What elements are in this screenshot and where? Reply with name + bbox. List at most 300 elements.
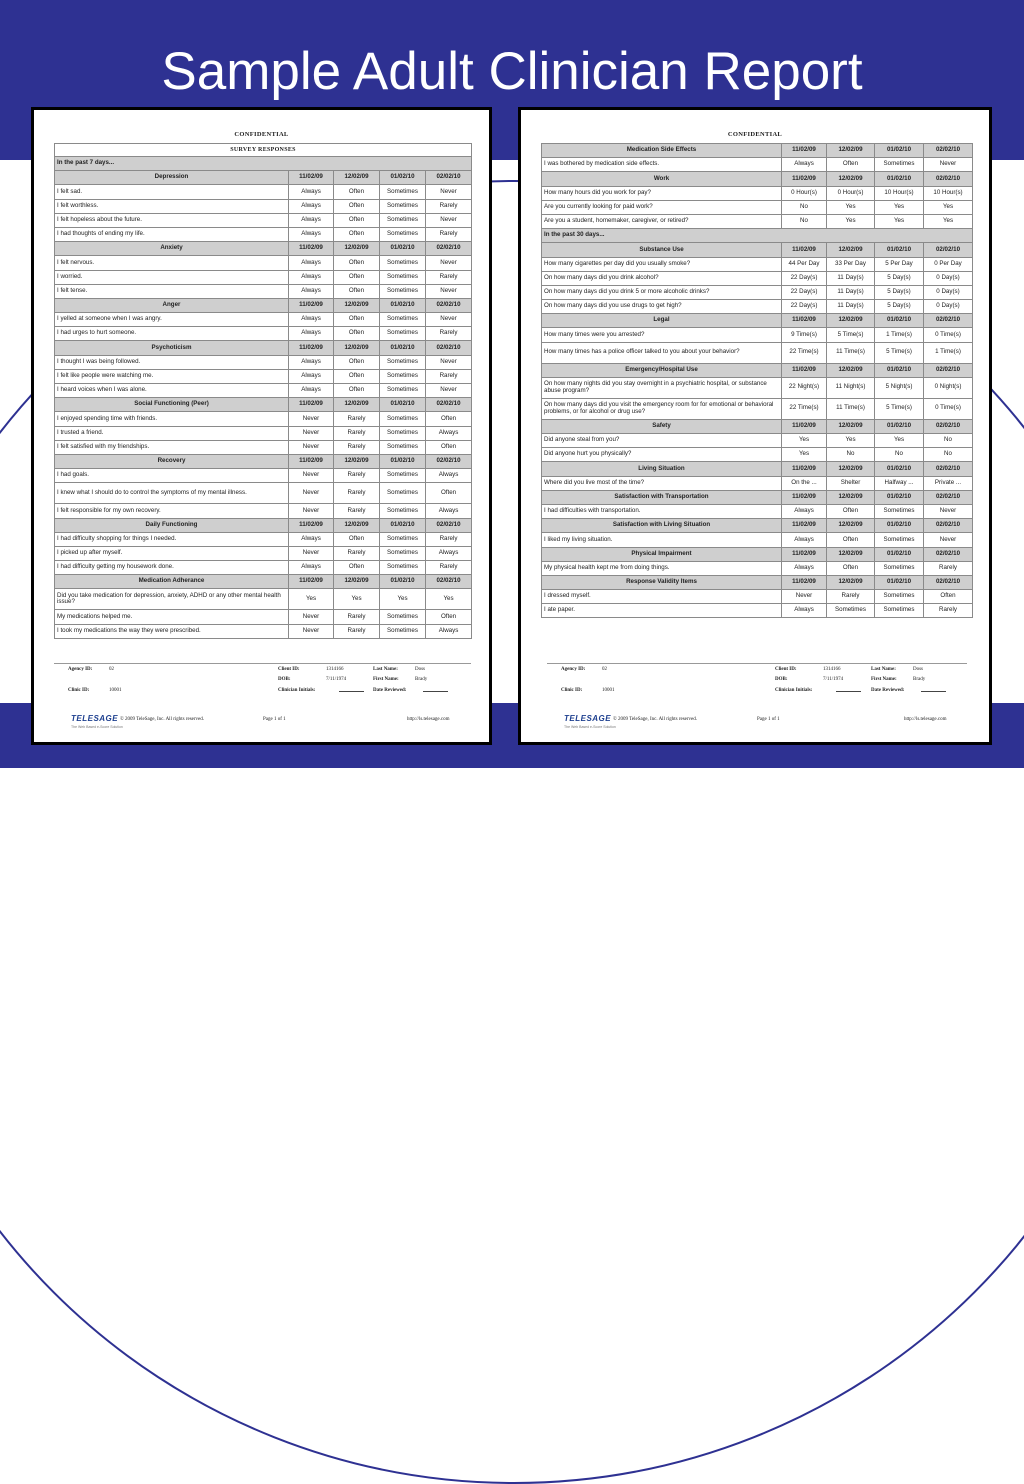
date-column-header: 01/02/10 — [380, 298, 426, 312]
date-column-header: 11/02/09 — [289, 341, 334, 355]
survey-responses-banner: SURVEY RESPONSES — [55, 144, 472, 157]
confidential-label: CONFIDENTIAL — [234, 131, 289, 138]
response-cell: Yes — [827, 200, 875, 214]
response-cell: Rarely — [426, 561, 472, 575]
table-row — [55, 469, 472, 483]
agency-id-label: Agency ID: — [68, 667, 93, 672]
section-title: Social Functioning (Peer) — [55, 398, 289, 412]
table-row — [542, 604, 973, 618]
date-column-header: 01/02/10 — [380, 398, 426, 412]
dob-value: 7/11/1974 — [326, 677, 347, 682]
table-row — [55, 270, 472, 284]
clinician-initials-label: Clinician Initials: — [278, 688, 316, 693]
response-cell: Often — [827, 504, 875, 518]
clinic-id-label: Clinic ID: — [68, 688, 90, 693]
response-cell: Sometimes — [380, 610, 426, 624]
response-cell: Always — [289, 256, 334, 270]
date-column-header: 01/02/10 — [380, 171, 426, 185]
copyright-text: © 2009 TeleSage, Inc. All rights reserved. — [613, 717, 698, 722]
response-cell: Always — [289, 227, 334, 241]
response-cell: Sometimes — [380, 256, 426, 270]
response-cell: Never — [289, 624, 334, 638]
initials-line — [339, 691, 364, 692]
response-cell: Often — [334, 227, 380, 241]
response-cell: Rarely — [426, 369, 472, 383]
table-row — [542, 590, 973, 604]
date-column-header: 12/02/09 — [334, 242, 380, 256]
response-cell: Always — [289, 384, 334, 398]
agency-id-label: Agency ID: — [561, 667, 586, 672]
client-id-value: 1314166 — [823, 667, 841, 672]
date-column-header: 11/02/09 — [782, 419, 827, 433]
section-header-row — [542, 547, 973, 561]
section-title: Psychoticism — [55, 341, 289, 355]
response-cell: 5 Night(s) — [875, 377, 924, 398]
response-cell: Often — [426, 440, 472, 454]
date-column-header: 01/02/10 — [875, 144, 924, 158]
question-text: My medications helped me. — [55, 610, 289, 624]
table-row — [542, 342, 973, 363]
table-row — [55, 532, 472, 546]
date-column-header: 01/02/10 — [380, 341, 426, 355]
table-row — [542, 504, 973, 518]
table-row — [542, 214, 973, 228]
last-name-value: Doss — [913, 667, 924, 672]
report-page-2 — [518, 107, 992, 745]
response-cell: Sometimes — [875, 504, 924, 518]
clinician-initials-label: Clinician Initials: — [775, 688, 813, 693]
table-row — [55, 504, 472, 518]
table-row — [55, 426, 472, 440]
table-row — [55, 327, 472, 341]
date-column-header: 01/02/10 — [380, 518, 426, 532]
section-title: Satisfaction with Transportation — [542, 490, 782, 504]
table-row — [542, 271, 973, 285]
response-cell: 22 Time(s) — [782, 398, 827, 419]
table-row — [542, 285, 973, 299]
clinic-id-label: Clinic ID: — [561, 688, 583, 693]
response-cell: Sometimes — [380, 270, 426, 284]
response-cell: Yes — [782, 434, 827, 448]
page-number: Page 1 of 1 — [263, 717, 286, 722]
date-column-header: 02/02/10 — [924, 243, 973, 257]
section-header-row — [55, 518, 472, 532]
last-name-label: Last Name: — [871, 667, 896, 672]
response-cell: Yes — [827, 434, 875, 448]
date-column-header: 12/02/09 — [827, 172, 875, 186]
response-cell: 5 Per Day — [875, 257, 924, 271]
section-title: Recovery — [55, 454, 289, 468]
response-cell: 11 Time(s) — [827, 342, 875, 363]
response-cell: Sometimes — [380, 213, 426, 227]
response-cell: Rarely — [334, 624, 380, 638]
section-header-row — [542, 575, 973, 589]
question-text: Did anyone steal from you? — [542, 434, 782, 448]
response-cell: Often — [924, 590, 973, 604]
date-column-header: 12/02/09 — [827, 314, 875, 328]
response-cell: Often — [334, 355, 380, 369]
date-column-header: 02/02/10 — [924, 144, 973, 158]
patient-info-footer — [547, 663, 967, 706]
response-cell: Always — [426, 469, 472, 483]
table-row — [542, 448, 973, 462]
survey-table-page-1 — [54, 143, 472, 639]
date-column-header: 12/02/09 — [334, 518, 380, 532]
response-cell: 5 Day(s) — [875, 271, 924, 285]
response-cell: Often — [334, 213, 380, 227]
table-row — [542, 377, 973, 398]
question-text: Are you currently looking for paid work? — [542, 200, 782, 214]
response-cell: 11 Night(s) — [827, 377, 875, 398]
response-cell: Sometimes — [380, 561, 426, 575]
response-cell: No — [827, 448, 875, 462]
response-cell: Sometimes — [380, 483, 426, 504]
response-cell: Rarely — [426, 532, 472, 546]
response-cell: Always — [289, 561, 334, 575]
response-cell: 11 Time(s) — [827, 398, 875, 419]
response-cell: Sometimes — [380, 369, 426, 383]
response-cell: No — [782, 214, 827, 228]
question-text: I had thoughts of ending my life. — [55, 227, 289, 241]
section-header-row — [542, 462, 973, 476]
response-cell: Often — [426, 483, 472, 504]
response-cell: Sometimes — [380, 313, 426, 327]
date-column-header: 01/02/10 — [875, 490, 924, 504]
date-reviewed-label: Date Reviewed: — [373, 688, 407, 693]
table-row — [542, 476, 973, 490]
table-row — [55, 185, 472, 199]
date-column-header: 02/02/10 — [924, 419, 973, 433]
telesage-tagline: The Web Based e-Score Solution — [71, 725, 123, 729]
response-cell: 11 Day(s) — [827, 285, 875, 299]
date-column-header: 01/02/10 — [875, 363, 924, 377]
response-cell: Rarely — [334, 546, 380, 560]
response-cell: Sometimes — [875, 533, 924, 547]
question-text: Where did you live most of the time? — [542, 476, 782, 490]
response-cell: Never — [426, 355, 472, 369]
client-id-label: Client ID: — [775, 667, 797, 672]
section-header-row — [55, 298, 472, 312]
response-cell: Often — [334, 532, 380, 546]
question-text: My physical health kept me from doing things. — [542, 561, 782, 575]
table-row — [542, 434, 973, 448]
table-row — [55, 199, 472, 213]
response-cell: 1 Time(s) — [924, 342, 973, 363]
response-cell: Rarely — [426, 327, 472, 341]
section-header-row — [542, 144, 973, 158]
response-cell: 10 Hour(s) — [875, 186, 924, 200]
section-title: Satisfaction with Living Situation — [542, 519, 782, 533]
table-row — [542, 398, 973, 419]
section-title: Physical Impairment — [542, 547, 782, 561]
question-text: I liked my living situation. — [542, 533, 782, 547]
section-header-row — [55, 242, 472, 256]
period-label-row — [55, 157, 472, 171]
client-id-label: Client ID: — [278, 667, 300, 672]
confidential-label: CONFIDENTIAL — [727, 131, 783, 138]
response-cell: Sometimes — [380, 532, 426, 546]
response-cell: Always — [426, 426, 472, 440]
last-name-value: Doss — [415, 667, 426, 672]
response-cell: Rarely — [924, 561, 973, 575]
table-row — [55, 355, 472, 369]
period-label: In the past 7 days... — [55, 157, 472, 171]
response-cell: Sometimes — [380, 426, 426, 440]
date-column-header: 02/02/10 — [924, 314, 973, 328]
question-text: On how many days did you drink 5 or more alcoholic drinks? — [542, 285, 782, 299]
response-cell: 0 Hour(s) — [827, 186, 875, 200]
response-cell: Always — [289, 313, 334, 327]
table-row — [55, 624, 472, 638]
response-cell: Never — [924, 504, 973, 518]
question-text: On how many nights did you stay overnight in a psychiatric hospital, or substance abuse program? — [542, 377, 782, 398]
response-cell: Always — [426, 624, 472, 638]
section-title: Medication Adherance — [55, 575, 289, 589]
dob-label: DOB: — [278, 677, 291, 682]
response-cell: Often — [827, 533, 875, 547]
response-cell: 11 Day(s) — [827, 271, 875, 285]
response-cell: Often — [334, 185, 380, 199]
table-row — [55, 369, 472, 383]
question-text: I felt tense. — [55, 284, 289, 298]
question-text: I ate paper. — [542, 604, 782, 618]
section-header-row — [542, 314, 973, 328]
response-cell: Yes — [426, 589, 472, 610]
question-text: I felt worthless. — [55, 199, 289, 213]
response-cell: Always — [426, 504, 472, 518]
date-column-header: 02/02/10 — [426, 575, 472, 589]
response-cell: Never — [426, 384, 472, 398]
response-cell: 22 Time(s) — [782, 342, 827, 363]
question-text: I felt satisfied with my friendships. — [55, 440, 289, 454]
response-cell: Yes — [875, 200, 924, 214]
question-text: I heard voices when I was alone. — [55, 384, 289, 398]
table-row — [55, 546, 472, 560]
question-text: Did you take medication for depression, anxiety, ADHD or any other mental health issue? — [55, 589, 289, 610]
date-column-header: 11/02/09 — [782, 172, 827, 186]
question-text: On how many days did you visit the emergency room for for emotional or behavioral problems, or for alcohol or drug use? — [542, 398, 782, 419]
response-cell: Often — [827, 158, 875, 172]
date-column-header: 11/02/09 — [782, 519, 827, 533]
response-cell: Often — [334, 199, 380, 213]
question-text: I felt nervous. — [55, 256, 289, 270]
table-row — [55, 227, 472, 241]
response-cell: Sometimes — [875, 604, 924, 618]
question-text: I thought I was being followed. — [55, 355, 289, 369]
date-column-header: 02/02/10 — [924, 462, 973, 476]
section-header-row — [55, 398, 472, 412]
section-header-row — [55, 575, 472, 589]
response-cell: No — [924, 434, 973, 448]
section-title: Anxiety — [55, 242, 289, 256]
response-cell: Yes — [924, 214, 973, 228]
response-cell: Sometimes — [380, 199, 426, 213]
section-header-row — [542, 243, 973, 257]
question-text: I trusted a friend. — [55, 426, 289, 440]
response-cell: Never — [426, 284, 472, 298]
agency-id-value: 02 — [602, 667, 607, 672]
table-row — [55, 213, 472, 227]
date-column-header: 12/02/09 — [334, 398, 380, 412]
response-cell: 0 Time(s) — [924, 398, 973, 419]
date-line — [423, 691, 448, 692]
question-text: How many times has a police officer talked to you about your behavior? — [542, 342, 782, 363]
date-column-header: 01/02/10 — [380, 454, 426, 468]
response-cell: Always — [289, 532, 334, 546]
date-column-header: 11/02/09 — [782, 547, 827, 561]
section-header-row — [55, 171, 472, 185]
response-cell: No — [782, 200, 827, 214]
response-cell: Yes — [782, 448, 827, 462]
table-row — [55, 440, 472, 454]
response-cell: Sometimes — [380, 504, 426, 518]
question-text: On how many days did you drink alcohol? — [542, 271, 782, 285]
survey-table-page-2 — [541, 143, 973, 618]
page-number: Page 1 of 1 — [757, 717, 780, 722]
date-column-header: 02/02/10 — [426, 242, 472, 256]
response-cell: On the ... — [782, 476, 827, 490]
patient-info-footer — [54, 663, 471, 706]
response-cell: 5 Day(s) — [875, 285, 924, 299]
response-cell: Never — [289, 412, 334, 426]
telesage-logo: TELESAGE — [564, 714, 612, 723]
response-cell: Often — [334, 384, 380, 398]
response-cell: Rarely — [924, 604, 973, 618]
response-cell: Never — [289, 546, 334, 560]
table-row — [55, 561, 472, 575]
date-column-header: 11/02/09 — [289, 171, 334, 185]
dob-label: DOB: — [775, 677, 788, 682]
question-text: I enjoyed spending time with friends. — [55, 412, 289, 426]
first-name-value: Brady — [913, 677, 926, 682]
response-cell: Always — [289, 199, 334, 213]
section-title: Work — [542, 172, 782, 186]
response-cell: Often — [426, 610, 472, 624]
question-text: Did anyone hurt you physically? — [542, 448, 782, 462]
response-cell: Rarely — [334, 483, 380, 504]
response-cell: Always — [289, 185, 334, 199]
section-title: Daily Functioning — [55, 518, 289, 532]
response-cell: Always — [782, 533, 827, 547]
response-cell: Yes — [380, 589, 426, 610]
date-column-header: 12/02/09 — [827, 575, 875, 589]
response-cell: Always — [782, 158, 827, 172]
initials-line — [836, 691, 861, 692]
date-column-header: 01/02/10 — [875, 314, 924, 328]
first-name-value: Brady — [415, 677, 428, 682]
date-column-header: 12/02/09 — [827, 144, 875, 158]
question-text: I felt sad. — [55, 185, 289, 199]
date-column-header: 11/02/09 — [289, 575, 334, 589]
date-column-header: 12/02/09 — [334, 171, 380, 185]
response-cell: 5 Time(s) — [875, 342, 924, 363]
dob-value: 7/11/1974 — [823, 677, 844, 682]
table-row — [55, 483, 472, 504]
date-column-header: 12/02/09 — [334, 454, 380, 468]
date-column-header: 01/02/10 — [875, 462, 924, 476]
response-cell: Never — [289, 469, 334, 483]
response-cell: 5 Day(s) — [875, 300, 924, 314]
date-column-header: 02/02/10 — [924, 519, 973, 533]
response-cell: 10 Hour(s) — [924, 186, 973, 200]
response-cell: Never — [426, 185, 472, 199]
question-text: I felt hopeless about the future. — [55, 213, 289, 227]
date-column-header: 12/02/09 — [334, 575, 380, 589]
table-row — [542, 200, 973, 214]
response-cell: Rarely — [334, 412, 380, 426]
response-cell: Always — [782, 604, 827, 618]
response-cell: Rarely — [426, 227, 472, 241]
table-row — [55, 412, 472, 426]
date-column-header: 02/02/10 — [426, 298, 472, 312]
table-row — [55, 610, 472, 624]
date-column-header: 02/02/10 — [924, 575, 973, 589]
response-cell: Sometimes — [380, 284, 426, 298]
date-column-header: 12/02/09 — [827, 419, 875, 433]
response-cell: Sometimes — [380, 624, 426, 638]
response-cell: Rarely — [334, 610, 380, 624]
question-text: I felt responsible for my own recovery. — [55, 504, 289, 518]
response-cell: 22 Day(s) — [782, 300, 827, 314]
response-cell: Rarely — [426, 199, 472, 213]
date-column-header: 12/02/09 — [827, 243, 875, 257]
question-text: How many hours did you work for pay? — [542, 186, 782, 200]
date-column-header: 11/02/09 — [289, 242, 334, 256]
response-cell: Always — [289, 270, 334, 284]
date-column-header: 12/02/09 — [334, 341, 380, 355]
response-cell: Often — [334, 256, 380, 270]
response-cell: Sometimes — [380, 355, 426, 369]
response-cell: Often — [827, 561, 875, 575]
date-column-header: 01/02/10 — [380, 575, 426, 589]
response-cell: Yes — [289, 589, 334, 610]
section-title: Depression — [55, 171, 289, 185]
response-cell: Sometimes — [875, 158, 924, 172]
date-column-header: 12/02/09 — [827, 519, 875, 533]
section-header-row — [542, 490, 973, 504]
question-text: I worried. — [55, 270, 289, 284]
telesage-url: http://ls.telesage.com — [407, 717, 450, 722]
response-cell: Sometimes — [875, 561, 924, 575]
period-label-row — [542, 229, 973, 243]
section-title: Safety — [542, 419, 782, 433]
response-cell: 22 Day(s) — [782, 271, 827, 285]
section-header-row — [542, 519, 973, 533]
date-column-header: 01/02/10 — [875, 519, 924, 533]
question-text: I dressed myself. — [542, 590, 782, 604]
response-cell: Yes — [875, 214, 924, 228]
date-column-header: 11/02/09 — [289, 518, 334, 532]
response-cell: No — [875, 448, 924, 462]
date-column-header: 01/02/10 — [875, 547, 924, 561]
telesage-url: http://ls.telesage.com — [904, 717, 947, 722]
response-cell: 5 Time(s) — [827, 328, 875, 342]
date-column-header: 11/02/09 — [782, 490, 827, 504]
section-title: Emergency/Hospital Use — [542, 363, 782, 377]
response-cell: Often — [334, 369, 380, 383]
response-cell: 0 Day(s) — [924, 285, 973, 299]
question-text: How many times were you arrested? — [542, 328, 782, 342]
date-column-header: 01/02/10 — [380, 242, 426, 256]
question-text: I yelled at someone when I was angry. — [55, 313, 289, 327]
question-text: I had urges to hurt someone. — [55, 327, 289, 341]
table-row — [55, 589, 472, 610]
period-label: In the past 30 days... — [542, 229, 973, 243]
last-name-label: Last Name: — [373, 667, 398, 672]
response-cell: 0 Hour(s) — [782, 186, 827, 200]
response-cell: Never — [289, 426, 334, 440]
response-cell: Rarely — [334, 426, 380, 440]
